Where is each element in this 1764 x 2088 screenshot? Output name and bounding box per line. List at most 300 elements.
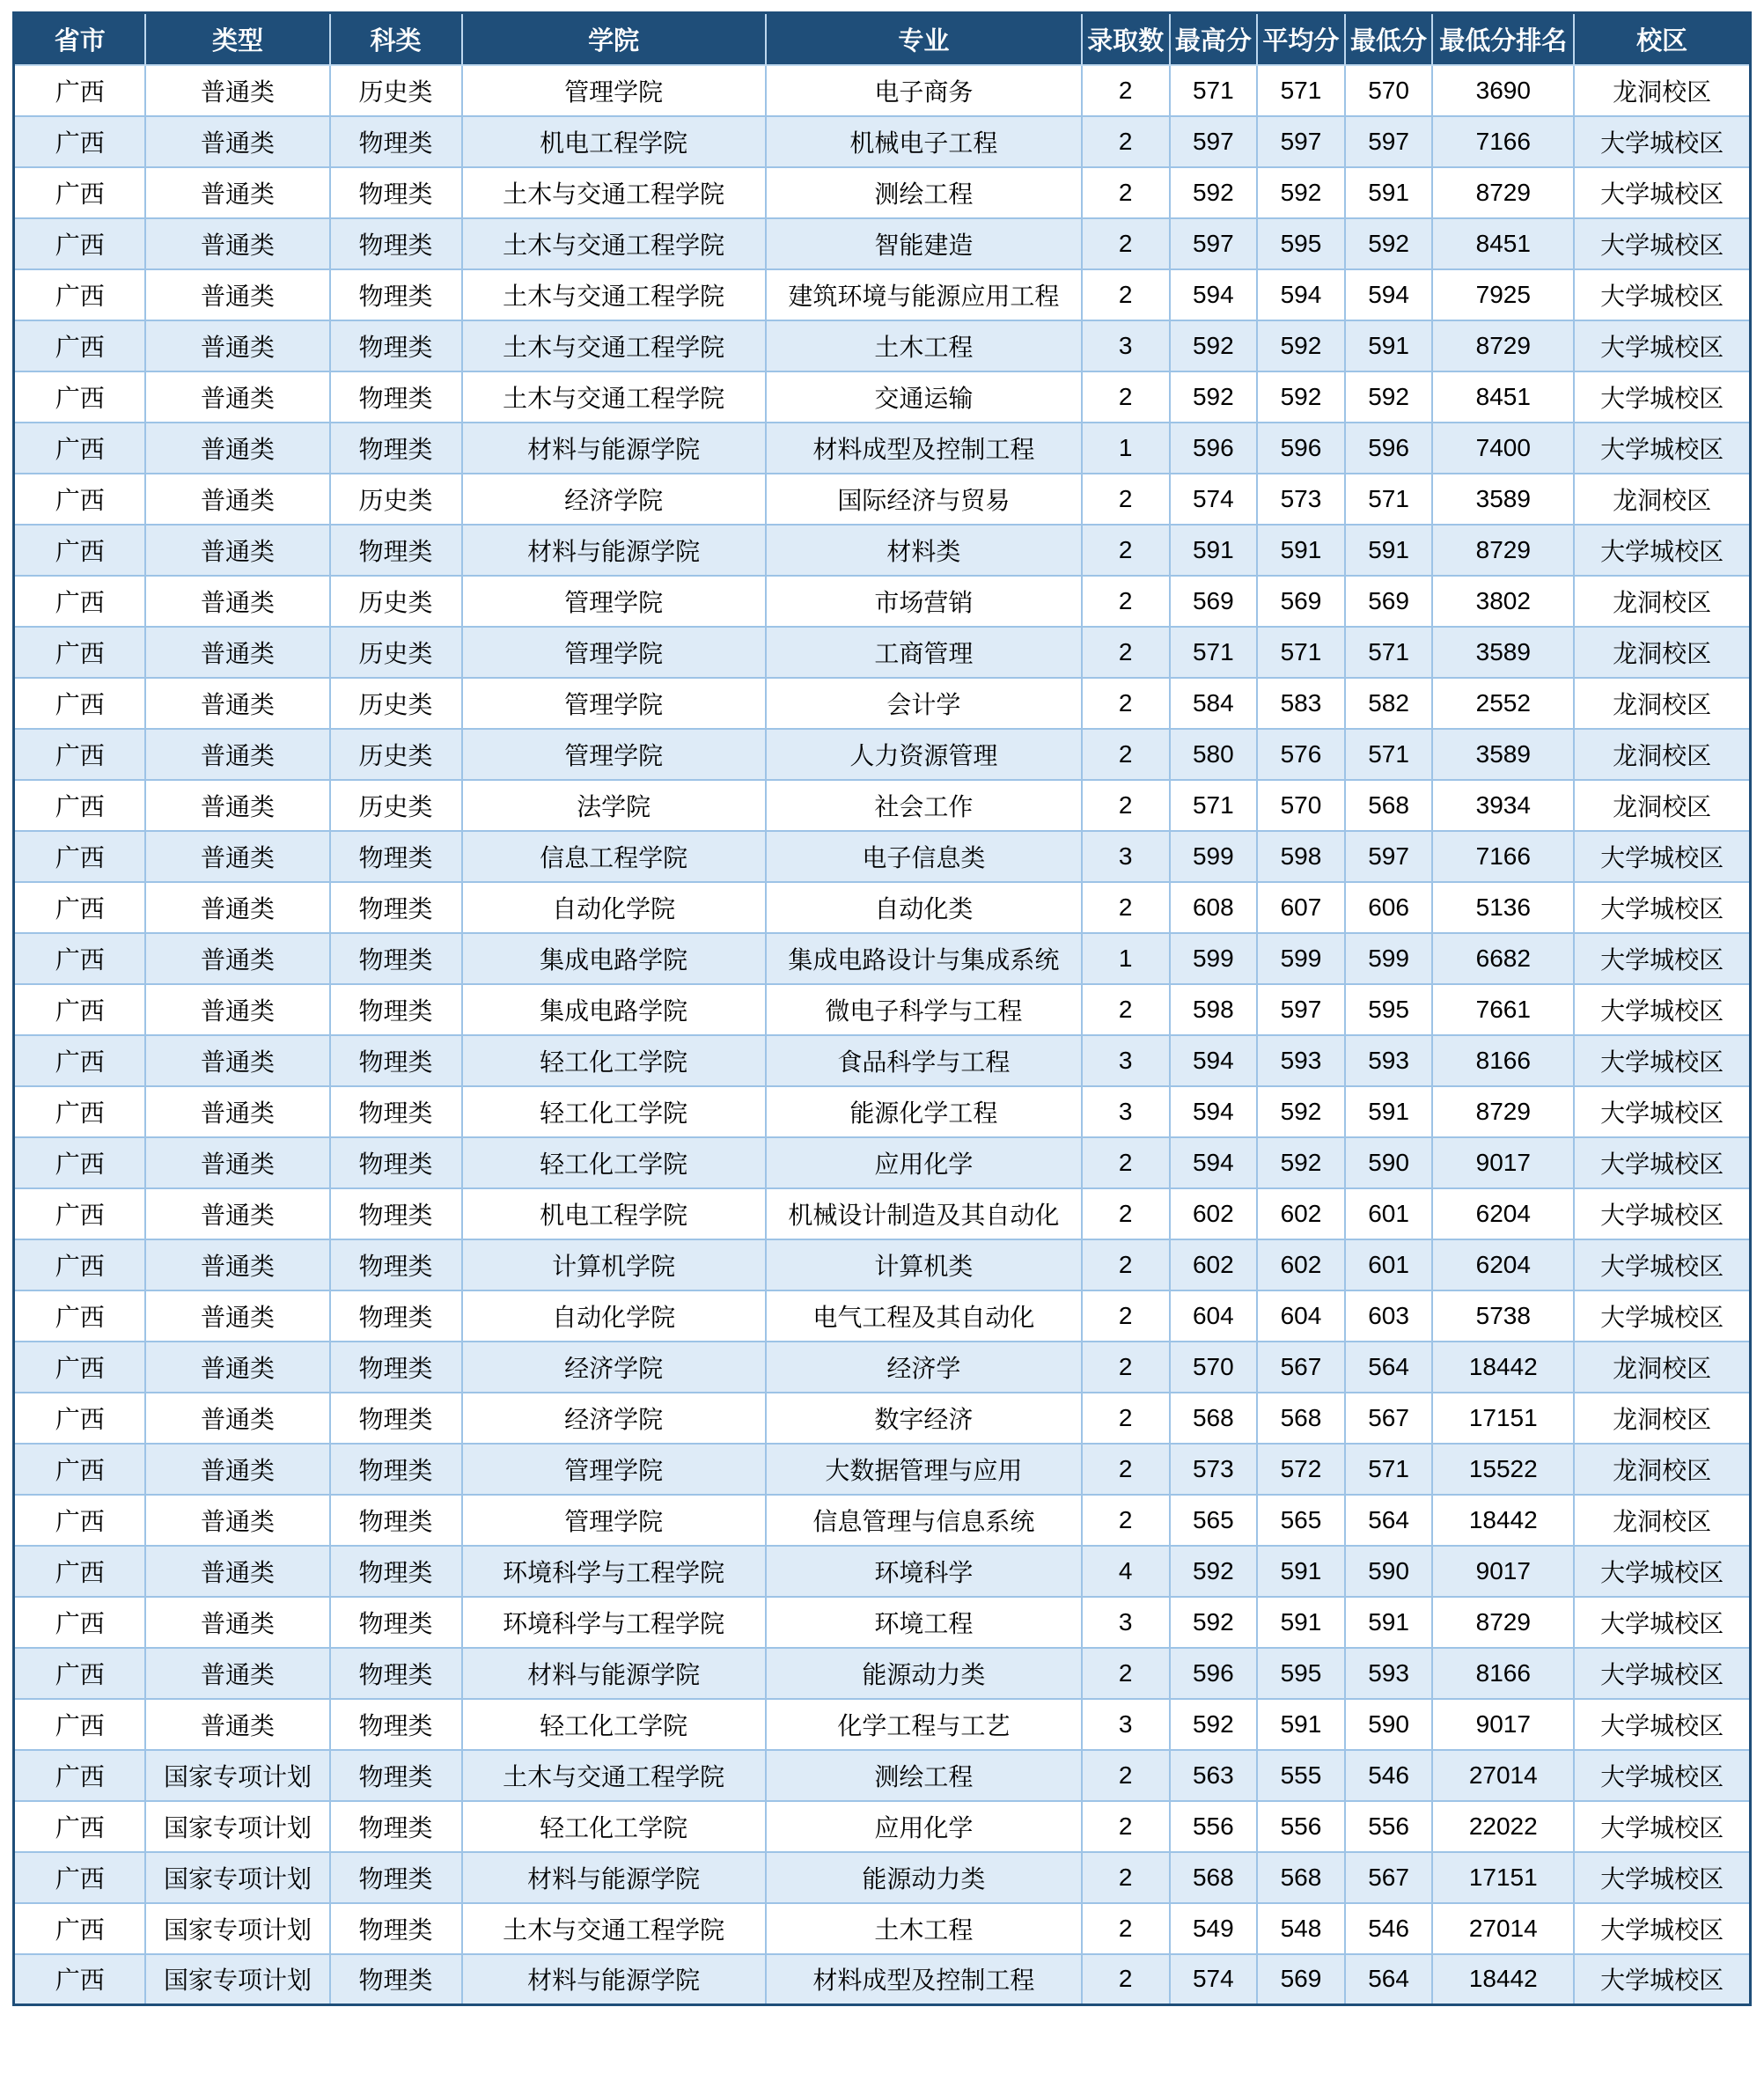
cell-avg_score: 573: [1257, 474, 1345, 525]
cell-max_score: 599: [1170, 831, 1258, 882]
cell-province: 广西: [14, 1290, 146, 1342]
cell-major: 微电子科学与工程: [766, 984, 1082, 1035]
cell-min_score: 591: [1345, 1597, 1433, 1648]
cell-province: 广西: [14, 678, 146, 729]
cell-min_rank: 8166: [1432, 1648, 1574, 1699]
cell-subject: 物理类: [330, 882, 462, 933]
table-row: [14, 474, 1751, 525]
cell-campus: 大学城校区: [1574, 1239, 1750, 1290]
cell-count: 2: [1082, 1188, 1170, 1239]
cell-major: 材料成型及控制工程: [766, 423, 1082, 474]
column-header-max_score: 最高分: [1170, 13, 1258, 65]
cell-type: 普通类: [145, 1035, 329, 1086]
cell-college: 轻工化工学院: [462, 1801, 766, 1852]
cell-avg_score: 568: [1257, 1393, 1345, 1444]
cell-type: 普通类: [145, 933, 329, 984]
cell-major: 测绘工程: [766, 167, 1082, 218]
cell-min_score: 546: [1345, 1750, 1433, 1801]
cell-major: 化学工程与工艺: [766, 1699, 1082, 1750]
table-row: [14, 627, 1751, 678]
cell-subject: 物理类: [330, 116, 462, 167]
cell-campus: 大学城校区: [1574, 1546, 1750, 1597]
cell-max_score: 597: [1170, 116, 1258, 167]
cell-count: 3: [1082, 1086, 1170, 1137]
cell-major: 经济学: [766, 1342, 1082, 1393]
cell-province: 广西: [14, 831, 146, 882]
cell-campus: 龙洞校区: [1574, 576, 1750, 627]
cell-min_score: 591: [1345, 525, 1433, 576]
cell-subject: 历史类: [330, 627, 462, 678]
cell-avg_score: 592: [1257, 1137, 1345, 1188]
cell-subject: 物理类: [330, 1546, 462, 1597]
column-header-major: 专业: [766, 13, 1082, 65]
cell-min_score: 571: [1345, 627, 1433, 678]
cell-max_score: 592: [1170, 1699, 1258, 1750]
cell-min_rank: 8451: [1432, 371, 1574, 423]
cell-min_score: 591: [1345, 1086, 1433, 1137]
cell-college: 材料与能源学院: [462, 1954, 766, 2005]
cell-campus: 龙洞校区: [1574, 1393, 1750, 1444]
table-row: [14, 1444, 1751, 1495]
cell-avg_score: 548: [1257, 1903, 1345, 1954]
cell-province: 广西: [14, 627, 146, 678]
cell-avg_score: 592: [1257, 371, 1345, 423]
cell-max_score: 599: [1170, 933, 1258, 984]
cell-min_rank: 7400: [1432, 423, 1574, 474]
column-header-count: 录取数: [1082, 13, 1170, 65]
cell-college: 土木与交通工程学院: [462, 269, 766, 320]
cell-type: 普通类: [145, 1546, 329, 1597]
cell-max_score: 597: [1170, 218, 1258, 269]
table-row: [14, 1801, 1751, 1852]
cell-count: 2: [1082, 218, 1170, 269]
cell-min_rank: 8451: [1432, 218, 1574, 269]
cell-min_score: 571: [1345, 474, 1433, 525]
cell-max_score: 594: [1170, 269, 1258, 320]
cell-avg_score: 599: [1257, 933, 1345, 984]
cell-college: 管理学院: [462, 678, 766, 729]
cell-major: 国际经济与贸易: [766, 474, 1082, 525]
cell-min_score: 590: [1345, 1699, 1433, 1750]
cell-min_rank: 9017: [1432, 1546, 1574, 1597]
table-row: [14, 1750, 1751, 1801]
cell-count: 2: [1082, 1342, 1170, 1393]
cell-min_rank: 7925: [1432, 269, 1574, 320]
cell-subject: 物理类: [330, 269, 462, 320]
cell-count: 2: [1082, 1801, 1170, 1852]
cell-count: 2: [1082, 1239, 1170, 1290]
cell-min_rank: 3802: [1432, 576, 1574, 627]
cell-avg_score: 583: [1257, 678, 1345, 729]
cell-avg_score: 591: [1257, 1597, 1345, 1648]
cell-min_score: 593: [1345, 1648, 1433, 1699]
cell-count: 2: [1082, 627, 1170, 678]
cell-min_score: 603: [1345, 1290, 1433, 1342]
cell-province: 广西: [14, 1495, 146, 1546]
cell-subject: 物理类: [330, 831, 462, 882]
cell-type: 普通类: [145, 1495, 329, 1546]
cell-province: 广西: [14, 1597, 146, 1648]
cell-college: 轻工化工学院: [462, 1137, 766, 1188]
cell-type: 国家专项计划: [145, 1903, 329, 1954]
cell-college: 集成电路学院: [462, 984, 766, 1035]
cell-subject: 物理类: [330, 1137, 462, 1188]
cell-min_rank: 22022: [1432, 1801, 1574, 1852]
cell-major: 建筑环境与能源应用工程: [766, 269, 1082, 320]
cell-campus: 大学城校区: [1574, 1290, 1750, 1342]
cell-college: 管理学院: [462, 576, 766, 627]
column-header-avg_score: 平均分: [1257, 13, 1345, 65]
cell-count: 2: [1082, 984, 1170, 1035]
cell-type: 普通类: [145, 576, 329, 627]
cell-province: 广西: [14, 320, 146, 371]
cell-major: 材料成型及控制工程: [766, 1954, 1082, 2005]
cell-type: 普通类: [145, 269, 329, 320]
cell-type: 普通类: [145, 1597, 329, 1648]
cell-min_score: 593: [1345, 1035, 1433, 1086]
table-row: [14, 371, 1751, 423]
cell-count: 2: [1082, 1648, 1170, 1699]
cell-min_rank: 7661: [1432, 984, 1574, 1035]
cell-min_rank: 27014: [1432, 1750, 1574, 1801]
cell-campus: 龙洞校区: [1574, 780, 1750, 831]
cell-avg_score: 555: [1257, 1750, 1345, 1801]
cell-max_score: 594: [1170, 1137, 1258, 1188]
cell-major: 能源动力类: [766, 1648, 1082, 1699]
cell-type: 普通类: [145, 882, 329, 933]
cell-min_rank: 3589: [1432, 627, 1574, 678]
cell-campus: 大学城校区: [1574, 1597, 1750, 1648]
cell-campus: 大学城校区: [1574, 1035, 1750, 1086]
cell-campus: 大学城校区: [1574, 1086, 1750, 1137]
cell-max_score: 549: [1170, 1903, 1258, 1954]
cell-type: 普通类: [145, 1342, 329, 1393]
cell-province: 广西: [14, 576, 146, 627]
cell-max_score: 592: [1170, 371, 1258, 423]
cell-type: 国家专项计划: [145, 1954, 329, 2005]
table-row: [14, 1290, 1751, 1342]
cell-college: 土木与交通工程学院: [462, 320, 766, 371]
cell-count: 4: [1082, 1546, 1170, 1597]
admission-table: [12, 11, 1752, 2006]
cell-college: 机电工程学院: [462, 116, 766, 167]
cell-subject: 物理类: [330, 371, 462, 423]
cell-college: 经济学院: [462, 1342, 766, 1393]
cell-avg_score: 570: [1257, 780, 1345, 831]
table-row: [14, 984, 1751, 1035]
cell-type: 国家专项计划: [145, 1801, 329, 1852]
cell-count: 1: [1082, 423, 1170, 474]
cell-min_rank: 8729: [1432, 167, 1574, 218]
cell-max_score: 580: [1170, 729, 1258, 780]
cell-avg_score: 598: [1257, 831, 1345, 882]
cell-province: 广西: [14, 423, 146, 474]
cell-min_rank: 5738: [1432, 1290, 1574, 1342]
cell-min_score: 590: [1345, 1546, 1433, 1597]
cell-count: 2: [1082, 167, 1170, 218]
cell-campus: 大学城校区: [1574, 882, 1750, 933]
cell-college: 管理学院: [462, 627, 766, 678]
cell-province: 广西: [14, 933, 146, 984]
cell-max_score: 591: [1170, 525, 1258, 576]
cell-min_rank: 6682: [1432, 933, 1574, 984]
cell-avg_score: 602: [1257, 1239, 1345, 1290]
cell-province: 广西: [14, 882, 146, 933]
cell-subject: 物理类: [330, 1699, 462, 1750]
column-header-min_rank: 最低分排名: [1432, 13, 1574, 65]
cell-min_score: 568: [1345, 780, 1433, 831]
cell-min_rank: 18442: [1432, 1342, 1574, 1393]
cell-college: 材料与能源学院: [462, 1852, 766, 1903]
cell-count: 2: [1082, 1444, 1170, 1495]
cell-province: 广西: [14, 1444, 146, 1495]
cell-min_rank: 8166: [1432, 1035, 1574, 1086]
table-row: [14, 933, 1751, 984]
cell-max_score: 592: [1170, 1597, 1258, 1648]
cell-avg_score: 593: [1257, 1035, 1345, 1086]
cell-campus: 龙洞校区: [1574, 729, 1750, 780]
cell-min_rank: 8729: [1432, 320, 1574, 371]
cell-min_rank: 8729: [1432, 1597, 1574, 1648]
cell-type: 普通类: [145, 729, 329, 780]
cell-subject: 物理类: [330, 1035, 462, 1086]
cell-college: 经济学院: [462, 474, 766, 525]
cell-subject: 物理类: [330, 167, 462, 218]
cell-min_rank: 2552: [1432, 678, 1574, 729]
cell-min_score: 567: [1345, 1393, 1433, 1444]
cell-province: 广西: [14, 218, 146, 269]
cell-type: 普通类: [145, 65, 329, 116]
cell-min_score: 571: [1345, 1444, 1433, 1495]
cell-province: 广西: [14, 1699, 146, 1750]
cell-campus: 龙洞校区: [1574, 474, 1750, 525]
cell-count: 2: [1082, 474, 1170, 525]
cell-max_score: 574: [1170, 1954, 1258, 2005]
cell-max_score: 570: [1170, 1342, 1258, 1393]
cell-college: 经济学院: [462, 1393, 766, 1444]
cell-type: 普通类: [145, 1137, 329, 1188]
cell-major: 会计学: [766, 678, 1082, 729]
cell-college: 材料与能源学院: [462, 525, 766, 576]
table-row: [14, 320, 1751, 371]
cell-avg_score: 571: [1257, 65, 1345, 116]
cell-min_score: 564: [1345, 1495, 1433, 1546]
cell-subject: 物理类: [330, 1444, 462, 1495]
cell-college: 轻工化工学院: [462, 1086, 766, 1137]
cell-major: 环境工程: [766, 1597, 1082, 1648]
cell-subject: 物理类: [330, 423, 462, 474]
cell-min_score: 592: [1345, 218, 1433, 269]
cell-avg_score: 576: [1257, 729, 1345, 780]
cell-campus: 大学城校区: [1574, 1954, 1750, 2005]
cell-count: 3: [1082, 1699, 1170, 1750]
cell-max_score: 571: [1170, 627, 1258, 678]
cell-subject: 物理类: [330, 1495, 462, 1546]
cell-province: 广西: [14, 1393, 146, 1444]
cell-major: 环境科学: [766, 1546, 1082, 1597]
cell-type: 普通类: [145, 1086, 329, 1137]
cell-min_score: 601: [1345, 1239, 1433, 1290]
cell-province: 广西: [14, 1648, 146, 1699]
cell-count: 2: [1082, 371, 1170, 423]
cell-campus: 龙洞校区: [1574, 1495, 1750, 1546]
table-row: [14, 1852, 1751, 1903]
cell-province: 广西: [14, 474, 146, 525]
cell-province: 广西: [14, 1852, 146, 1903]
cell-min_rank: 9017: [1432, 1699, 1574, 1750]
cell-max_score: 602: [1170, 1239, 1258, 1290]
cell-avg_score: 594: [1257, 269, 1345, 320]
cell-avg_score: 565: [1257, 1495, 1345, 1546]
cell-major: 人力资源管理: [766, 729, 1082, 780]
table-row: [14, 678, 1751, 729]
cell-college: 土木与交通工程学院: [462, 1750, 766, 1801]
cell-college: 材料与能源学院: [462, 1648, 766, 1699]
cell-min_score: 599: [1345, 933, 1433, 984]
cell-min_score: 595: [1345, 984, 1433, 1035]
cell-college: 土木与交通工程学院: [462, 218, 766, 269]
cell-subject: 历史类: [330, 729, 462, 780]
cell-count: 2: [1082, 1750, 1170, 1801]
cell-major: 机械设计制造及其自动化: [766, 1188, 1082, 1239]
cell-min_score: 597: [1345, 116, 1433, 167]
cell-count: 3: [1082, 1597, 1170, 1648]
cell-max_score: 596: [1170, 1648, 1258, 1699]
cell-max_score: 602: [1170, 1188, 1258, 1239]
cell-subject: 物理类: [330, 1852, 462, 1903]
cell-province: 广西: [14, 525, 146, 576]
cell-subject: 物理类: [330, 525, 462, 576]
cell-min_rank: 5136: [1432, 882, 1574, 933]
cell-min_score: 591: [1345, 320, 1433, 371]
cell-major: 集成电路设计与集成系统: [766, 933, 1082, 984]
cell-campus: 龙洞校区: [1574, 65, 1750, 116]
cell-subject: 物理类: [330, 1801, 462, 1852]
cell-campus: 大学城校区: [1574, 167, 1750, 218]
cell-major: 工商管理: [766, 627, 1082, 678]
table-header: [14, 13, 1751, 65]
cell-max_score: 596: [1170, 423, 1258, 474]
cell-max_score: 568: [1170, 1852, 1258, 1903]
cell-campus: 大学城校区: [1574, 984, 1750, 1035]
column-header-type: 类型: [145, 13, 329, 65]
table-row: [14, 1648, 1751, 1699]
cell-max_score: 598: [1170, 984, 1258, 1035]
cell-province: 广西: [14, 1188, 146, 1239]
cell-min_rank: 18442: [1432, 1954, 1574, 2005]
cell-major: 智能建造: [766, 218, 1082, 269]
cell-count: 2: [1082, 678, 1170, 729]
cell-count: 2: [1082, 269, 1170, 320]
cell-min_score: 597: [1345, 831, 1433, 882]
table-row: [14, 116, 1751, 167]
cell-max_score: 594: [1170, 1086, 1258, 1137]
cell-type: 普通类: [145, 167, 329, 218]
cell-college: 管理学院: [462, 729, 766, 780]
cell-min_rank: 6204: [1432, 1188, 1574, 1239]
cell-college: 环境科学与工程学院: [462, 1546, 766, 1597]
cell-college: 机电工程学院: [462, 1188, 766, 1239]
cell-min_score: 590: [1345, 1137, 1433, 1188]
table-row: [14, 780, 1751, 831]
cell-subject: 物理类: [330, 1239, 462, 1290]
cell-min_score: 569: [1345, 576, 1433, 627]
cell-college: 自动化学院: [462, 882, 766, 933]
column-header-province: 省市: [14, 13, 146, 65]
cell-subject: 物理类: [330, 1597, 462, 1648]
cell-major: 应用化学: [766, 1137, 1082, 1188]
cell-campus: 龙洞校区: [1574, 1342, 1750, 1393]
cell-count: 2: [1082, 576, 1170, 627]
cell-campus: 大学城校区: [1574, 933, 1750, 984]
cell-college: 集成电路学院: [462, 933, 766, 984]
cell-min_rank: 18442: [1432, 1495, 1574, 1546]
cell-min_rank: 27014: [1432, 1903, 1574, 1954]
cell-min_rank: 7166: [1432, 831, 1574, 882]
table-row: [14, 1188, 1751, 1239]
cell-type: 普通类: [145, 1444, 329, 1495]
cell-subject: 历史类: [330, 780, 462, 831]
cell-type: 普通类: [145, 1290, 329, 1342]
cell-max_score: 569: [1170, 576, 1258, 627]
cell-max_score: 563: [1170, 1750, 1258, 1801]
cell-count: 2: [1082, 729, 1170, 780]
cell-province: 广西: [14, 1035, 146, 1086]
cell-subject: 物理类: [330, 984, 462, 1035]
cell-avg_score: 591: [1257, 525, 1345, 576]
table-row: [14, 269, 1751, 320]
cell-avg_score: 597: [1257, 116, 1345, 167]
cell-subject: 物理类: [330, 1393, 462, 1444]
cell-major: 交通运输: [766, 371, 1082, 423]
cell-type: 普通类: [145, 320, 329, 371]
cell-college: 土木与交通工程学院: [462, 1903, 766, 1954]
cell-major: 电子商务: [766, 65, 1082, 116]
cell-max_score: 594: [1170, 1035, 1258, 1086]
cell-min_score: 592: [1345, 371, 1433, 423]
table-row: [14, 167, 1751, 218]
cell-type: 普通类: [145, 1648, 329, 1699]
cell-major: 市场营销: [766, 576, 1082, 627]
cell-max_score: 565: [1170, 1495, 1258, 1546]
cell-min_rank: 15522: [1432, 1444, 1574, 1495]
cell-college: 土木与交通工程学院: [462, 167, 766, 218]
cell-type: 普通类: [145, 627, 329, 678]
cell-province: 广西: [14, 371, 146, 423]
table-body: [14, 65, 1751, 2005]
cell-campus: 大学城校区: [1574, 116, 1750, 167]
cell-type: 普通类: [145, 371, 329, 423]
cell-avg_score: 592: [1257, 1086, 1345, 1137]
cell-province: 广西: [14, 1750, 146, 1801]
cell-count: 2: [1082, 1290, 1170, 1342]
cell-min_rank: 3934: [1432, 780, 1574, 831]
cell-subject: 历史类: [330, 65, 462, 116]
cell-count: 2: [1082, 1954, 1170, 2005]
cell-type: 普通类: [145, 525, 329, 576]
cell-min_rank: 8729: [1432, 1086, 1574, 1137]
cell-subject: 物理类: [330, 1290, 462, 1342]
cell-max_score: 571: [1170, 65, 1258, 116]
cell-count: 2: [1082, 882, 1170, 933]
column-header-college: 学院: [462, 13, 766, 65]
cell-province: 广西: [14, 1801, 146, 1852]
cell-subject: 历史类: [330, 678, 462, 729]
cell-campus: 大学城校区: [1574, 320, 1750, 371]
cell-subject: 物理类: [330, 1954, 462, 2005]
cell-min_score: 582: [1345, 678, 1433, 729]
cell-major: 自动化类: [766, 882, 1082, 933]
